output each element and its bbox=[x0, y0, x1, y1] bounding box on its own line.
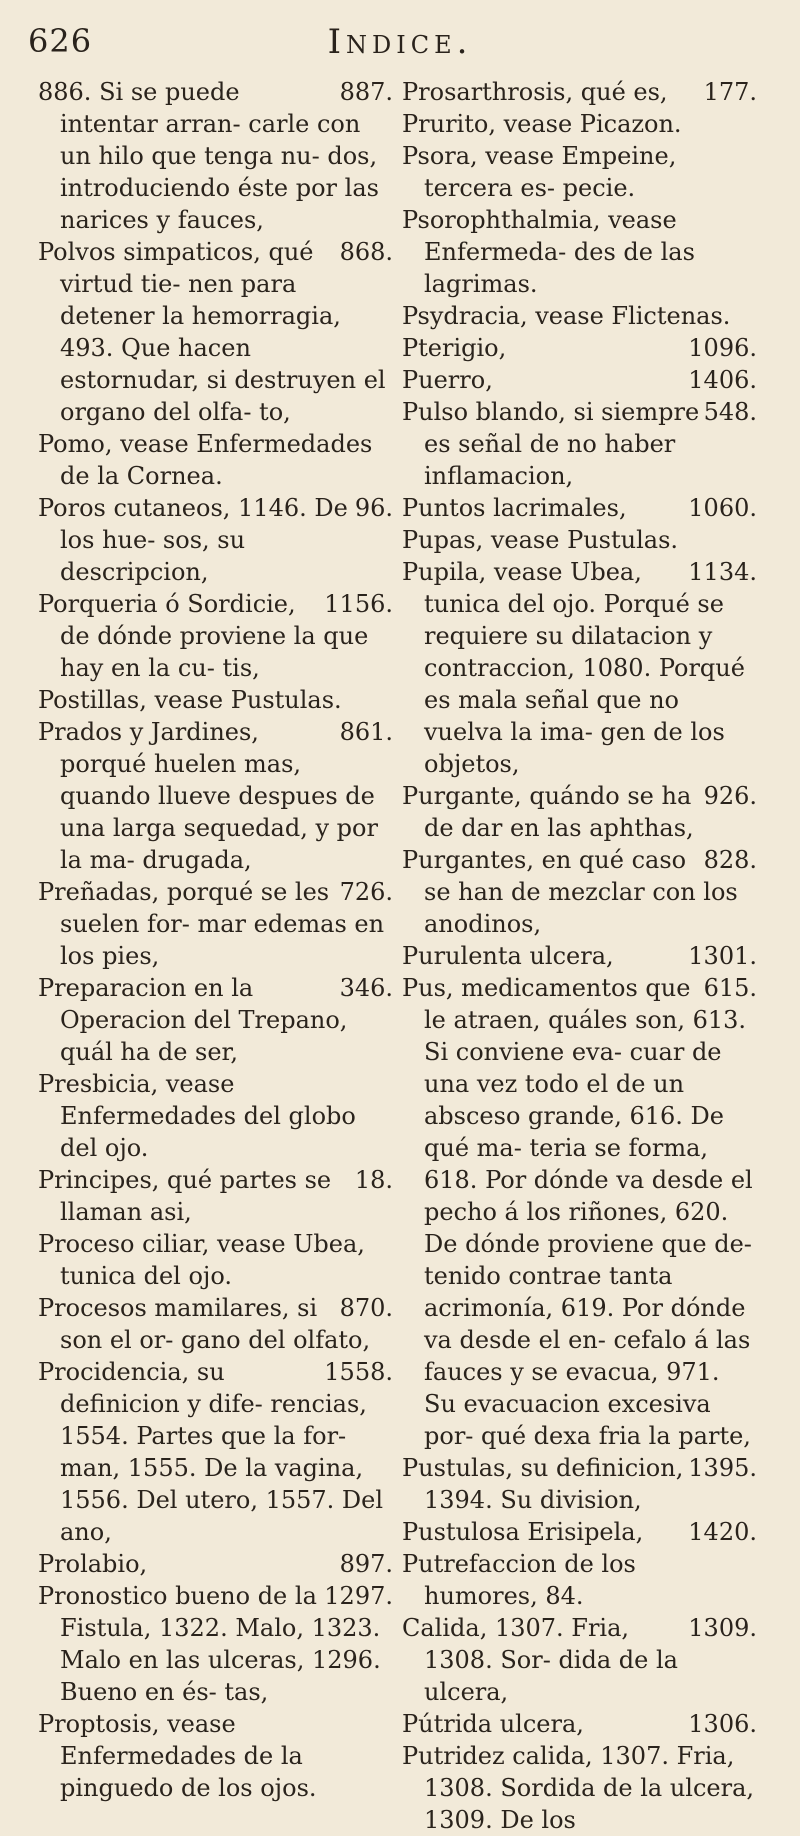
index-entry bbox=[38, 1580, 393, 1708]
entry-page-number: 1420. bbox=[688, 1518, 757, 1546]
index-entry bbox=[38, 236, 393, 428]
index-entry bbox=[38, 1292, 393, 1356]
entry-page-number: 1134. bbox=[688, 558, 757, 586]
index-entry bbox=[38, 876, 393, 972]
index-entry bbox=[402, 780, 757, 844]
index-entry bbox=[402, 1548, 757, 1612]
entry-page-number: 548. bbox=[703, 398, 757, 426]
index-entry bbox=[402, 300, 757, 332]
index-entry bbox=[38, 1228, 393, 1292]
index-entry bbox=[402, 108, 757, 140]
entry-text: Purgantes, en qué caso se han de mezclar con los anodinos, bbox=[402, 846, 738, 938]
entry-text: Putridez calida, 1307. Fria, 1308. Sordida de la ulcera, 1309. De los bbox=[402, 1742, 755, 1834]
index-entry bbox=[402, 492, 757, 524]
entry-text: Pronostico bueno de la Fistula, 1322. Malo, 1323. Malo en las ulceras, 1296. Bueno en és- tas, bbox=[38, 1582, 381, 1706]
entry-page-number: 1060. bbox=[688, 494, 757, 522]
index-entry bbox=[38, 972, 393, 1068]
page-number: 626 bbox=[28, 22, 93, 60]
entry-text: Pupila, vease Ubea, tunica del ojo. Porqué se requiere su dilatacion y contraccion, 1080. Porqué es mala señal que no vuelva la ima- gen de los objetos, bbox=[402, 558, 745, 778]
entry-text: Proptosis, vease Enfermedades de la pinguedo de los ojos. bbox=[38, 1710, 317, 1802]
index-entry bbox=[402, 940, 757, 972]
entry-text: Puntos lacrimales, bbox=[402, 494, 627, 522]
entry-text: Presbicia, vease Enfermedades del globo del ojo. bbox=[38, 1070, 356, 1162]
page-header bbox=[0, 18, 800, 68]
entry-text: Pútrida ulcera, bbox=[402, 1710, 584, 1738]
index-entry bbox=[38, 428, 393, 492]
index-entry bbox=[402, 396, 757, 492]
entry-text: Purgante, quándo se ha de dar en las aphthas, bbox=[402, 782, 694, 842]
entry-text: Pustulas, su definicion, 1394. Su division, bbox=[402, 1454, 684, 1514]
entry-text: Porqueria ó Sordicie, de dónde proviene la que hay en la cu- tis, bbox=[38, 590, 369, 682]
entry-text: 886. Si se puede intentar arran- carle con un hilo que tenga nu- dos, introduciendo éste por las narices y fauces, bbox=[38, 78, 379, 234]
entry-text: Procesos mamilares, si son el or- gano del olfato, bbox=[38, 1294, 371, 1354]
index-entry bbox=[402, 844, 757, 940]
index-entry bbox=[402, 204, 757, 300]
entry-page-number: 1306. bbox=[688, 1710, 757, 1738]
entry-text: Pus, medicamentos que le atraen, quáles son, 613. Si conviene eva- cuar de una vez todo el de un absceso grande, 616. De qué ma- teria se forma, 618. Por dónde va desde el pecho á los riñones, 620. De dónde proviene que de- tenido contrae tanta acrimonía, 619. Por dónde va desde el en- cefalo á las fauces y se evacua, 971. Su evacuacion excesiva por- qué dexa fria la parte, bbox=[402, 974, 753, 1450]
entry-text: Prolabio, bbox=[38, 1550, 148, 1578]
entry-page-number: 870. bbox=[339, 1294, 393, 1322]
page-title: Indice. bbox=[327, 22, 473, 62]
index-entry bbox=[402, 1516, 757, 1548]
index-entry bbox=[402, 556, 757, 780]
entry-text: Preñadas, porqué se les suelen for- mar edemas en los pies, bbox=[38, 878, 385, 970]
index-entry bbox=[402, 1740, 757, 1836]
index-entry bbox=[38, 492, 393, 588]
index-entry bbox=[402, 140, 757, 204]
entry-text: Preparacion en la Operacion del Trepano, quál ha de ser, bbox=[38, 974, 348, 1066]
entry-page-number: 887. bbox=[339, 78, 393, 106]
entry-page-number: 897. bbox=[339, 1550, 393, 1578]
index-entry bbox=[402, 76, 757, 108]
entry-text: Pterigio, bbox=[402, 334, 507, 362]
index-entry bbox=[38, 1068, 393, 1164]
entry-text: Postillas, vease Pustulas. bbox=[38, 686, 342, 714]
index-entry bbox=[402, 332, 757, 364]
entry-page-number: 926. bbox=[703, 782, 757, 810]
entry-page-number: 1558. bbox=[324, 1358, 393, 1386]
entry-text: Psorophthalmia, vease Enfermeda- des de las lagrimas. bbox=[402, 206, 695, 298]
entry-text: Polvos simpaticos, qué virtud tie- nen para detener la hemorragia, 493. Que hacen estornudar, si destruyen el organo del olfa- to, bbox=[38, 238, 386, 426]
entry-page-number: 346. bbox=[339, 974, 393, 1002]
index-entry bbox=[402, 1452, 757, 1516]
entry-text: Calida, 1307. Fria, 1308. Sor- dida de la ulcera, bbox=[402, 1614, 678, 1706]
left-column bbox=[38, 76, 393, 1804]
index-entry bbox=[402, 1612, 757, 1708]
entry-text: Poros cutaneos, 1146. De los hue- sos, su descripcion, bbox=[38, 494, 348, 586]
index-entry bbox=[402, 364, 757, 396]
entry-page-number: 1096. bbox=[688, 334, 757, 362]
entry-text: Prurito, vease Picazon. bbox=[402, 110, 682, 138]
index-entry bbox=[38, 1164, 393, 1228]
entry-text: Prados y Jardines, porqué huelen mas, quando llueve despues de una larga sequedad, y por la ma- drugada, bbox=[38, 718, 378, 874]
entry-text: Proceso ciliar, vease Ubea, tunica del ojo. bbox=[38, 1230, 365, 1290]
entry-text: Procidencia, su definicion y dife- rencias, 1554. Partes que la for- man, 1555. De la vagina, 1556. Del utero, 1557. Del ano, bbox=[38, 1358, 384, 1546]
entry-page-number: 861. bbox=[339, 718, 393, 746]
index-entry bbox=[38, 1548, 393, 1580]
entry-text: Pupas, vease Pustulas. bbox=[402, 526, 679, 554]
index-entry bbox=[402, 1708, 757, 1740]
entry-text: Principes, qué partes se llaman asi, bbox=[38, 1166, 332, 1226]
index-entry bbox=[38, 716, 393, 876]
entry-page-number: 868. bbox=[339, 238, 393, 266]
entry-page-number: 1395. bbox=[688, 1454, 757, 1482]
index-entry bbox=[38, 588, 393, 684]
index-entry bbox=[402, 972, 757, 1452]
entry-text: Psydracia, vease Flictenas. bbox=[402, 302, 731, 330]
index-entry bbox=[38, 1356, 393, 1548]
right-column bbox=[402, 76, 757, 1836]
entry-text: Purulenta ulcera, bbox=[402, 942, 614, 970]
entry-page-number: 96. bbox=[354, 494, 393, 522]
entry-page-number: 1406. bbox=[688, 366, 757, 394]
entry-text: Pustulosa Erisipela, bbox=[402, 1518, 644, 1546]
entry-page-number: 18. bbox=[354, 1166, 393, 1194]
entry-page-number: 1297. bbox=[324, 1582, 393, 1610]
index-entry bbox=[38, 684, 393, 716]
entry-page-number: 1301. bbox=[688, 942, 757, 970]
entry-page-number: 1156. bbox=[324, 590, 393, 618]
entry-page-number: 615. bbox=[703, 974, 757, 1002]
entry-page-number: 1309. bbox=[688, 1614, 757, 1642]
entry-page-number: 177. bbox=[703, 78, 757, 106]
entry-text: Pomo, vease Enfermedades de la Cornea. bbox=[38, 430, 373, 490]
entry-page-number: 726. bbox=[339, 878, 393, 906]
entry-text: Prosarthrosis, qué es, bbox=[402, 78, 668, 106]
entry-page-number: 828. bbox=[703, 846, 757, 874]
entry-text: Putrefaccion de los humores, 84. bbox=[402, 1550, 636, 1610]
index-entry bbox=[38, 1708, 393, 1804]
index-entry bbox=[38, 76, 393, 236]
entry-text: Psora, vease Empeine, tercera es- pecie. bbox=[402, 142, 677, 202]
index-entry bbox=[402, 524, 757, 556]
entry-text: Pulso blando, si siempre es señal de no haber inflamacion, bbox=[402, 398, 700, 490]
entry-text: Puerro, bbox=[402, 366, 493, 394]
